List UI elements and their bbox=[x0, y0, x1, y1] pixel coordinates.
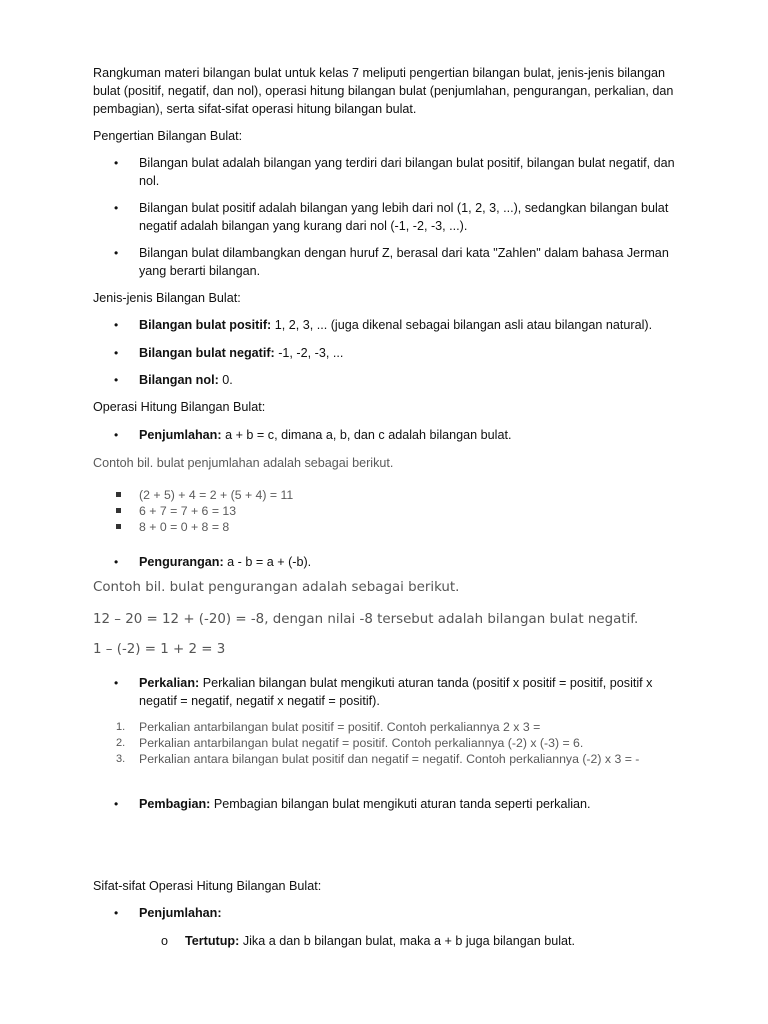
bullet-icon: • bbox=[114, 346, 119, 360]
section-heading-jenis: Jenis-jenis Bilangan Bulat: bbox=[93, 291, 241, 305]
bullet-icon: • bbox=[114, 156, 119, 170]
bullet-icon: • bbox=[114, 555, 119, 569]
bullet-icon: • bbox=[114, 676, 119, 690]
square-bullet-icon bbox=[116, 508, 121, 513]
circle-bullet-icon: o bbox=[161, 934, 169, 948]
bullet-icon: • bbox=[114, 373, 119, 387]
example-line: 12 – 20 = 12 + (-20) = -8, dengan nilai -8 tersebut adalah bilangan bulat negatif. bbox=[93, 612, 639, 627]
square-bullet-icon bbox=[116, 492, 121, 497]
document-page: Rangkuman materi bilangan bulat untuk kelas 7 meliputi pengertian bilangan bulat, jenis-jenis bilangan bulat (positif, negatif, dan nol), operasi hitung bilangan bulat (penjumlahan, pengurangan, perkalian, dan pembagian), serta sifat-sifat operasi hitung bilangan bulat. Pengertian Bilangan Bulat: • Bilangan bulat adalah bilangan yang terdiri dari bilangan bulat positif, bilangan bulat negatif, dan nol. • Bilangan bulat positif adalah bilangan yang lebih dari nol (1, 2, 3, ...), sedangkan bilangan bulat negatif adalah bilangan yang kurang dari nol (-1, -2, -3, ...). • Bilangan bulat dilambangkan dengan huruf Z, berasal dari kata "Zahlen" dalam bahasa Jerman yang berarti bilangan. Jenis-jenis Bilangan Bulat: • Bilangan bulat positif: 1, 2, 3, ... (juga dikenal sebagai bilangan asli atau bilangan natural). • Bilangan bulat negatif: -1, -2, -3, ... • Bilangan nol: 0. Operasi Hitung Bilangan Bulat: • Penjumlahan: a + b = c, dimana a, b, dan c adalah bilangan bulat. Contoh bil. bulat penjumlahan adalah sebagai berikut. (2 + 5) + 4 = 2 + (5 + 4) = 11 6 + 7 = 7 + 6 = 13 8 + 0 = 0 + 8 = 8 • Pengurangan: a - b = a + (-b). Contoh bil. bulat pengurangan adalah sebagai berikut. 12 – 20 = 12 + (-20) = -8, dengan nilai -8 tersebut adalah bilangan bulat negatif. 1 – (-2) = 1 + 2 = 3 • Perkalian: Perkalian bilangan bulat mengikuti aturan tanda (positif x positif = positif, positif x negatif = negatif, negatif x negatif = positif). 1. Perkalian antarbilangan bulat positif = positif. Contoh perkaliannya 2 x 3 = 2. Perkalian antarbilangan bulat negatif = positif. Contoh perkaliannya (-2) x (-3) = 6. 3. Perkalian antara bilangan bulat positif dan negatif = negatif. Contoh perkaliannya (-2) x 3 = - • Pembagian: Pembagian bilangan bulat mengikuti aturan tanda seperti perkalian. Sifat-sifat Operasi Hitung Bilangan Bulat: • Penjumlahan: o Tertutup: Jika a dan b bilangan bulat, maka a + b juga bilangan bulat. bbox=[0, 0, 768, 1024]
bullet-icon: • bbox=[114, 797, 119, 811]
intro-paragraph: Rangkuman materi bilangan bulat untuk kelas 7 meliputi pengertian bilangan bulat, jenis-jenis bilangan bulat (positif, negatif, dan nol), operasi hitung bilangan bulat (penjumlahan, pengurangan, perkalian, dan pembagian), serta sifat-sifat operasi hitung bilangan bulat. bbox=[93, 66, 674, 116]
square-bullet-icon bbox=[116, 524, 121, 529]
section-heading-operasi: Operasi Hitung Bilangan Bulat: bbox=[93, 400, 266, 414]
bullet-icon: • bbox=[114, 318, 119, 332]
bullet-icon: • bbox=[114, 201, 119, 215]
section-heading-pengertian: Pengertian Bilangan Bulat: bbox=[93, 129, 243, 143]
bullet-icon: • bbox=[114, 246, 119, 260]
example-line: 1 – (-2) = 1 + 2 = 3 bbox=[93, 642, 226, 657]
bullet-icon: • bbox=[114, 428, 119, 442]
section-heading-sifat: Sifat-sifat Operasi Hitung Bilangan Bulat: bbox=[93, 879, 322, 893]
example-intro: Contoh bil. bulat penjumlahan adalah sebagai berikut. bbox=[93, 456, 394, 470]
example-intro: Contoh bil. bulat pengurangan adalah sebagai berikut. bbox=[93, 580, 460, 595]
bullet-icon: • bbox=[114, 906, 119, 920]
